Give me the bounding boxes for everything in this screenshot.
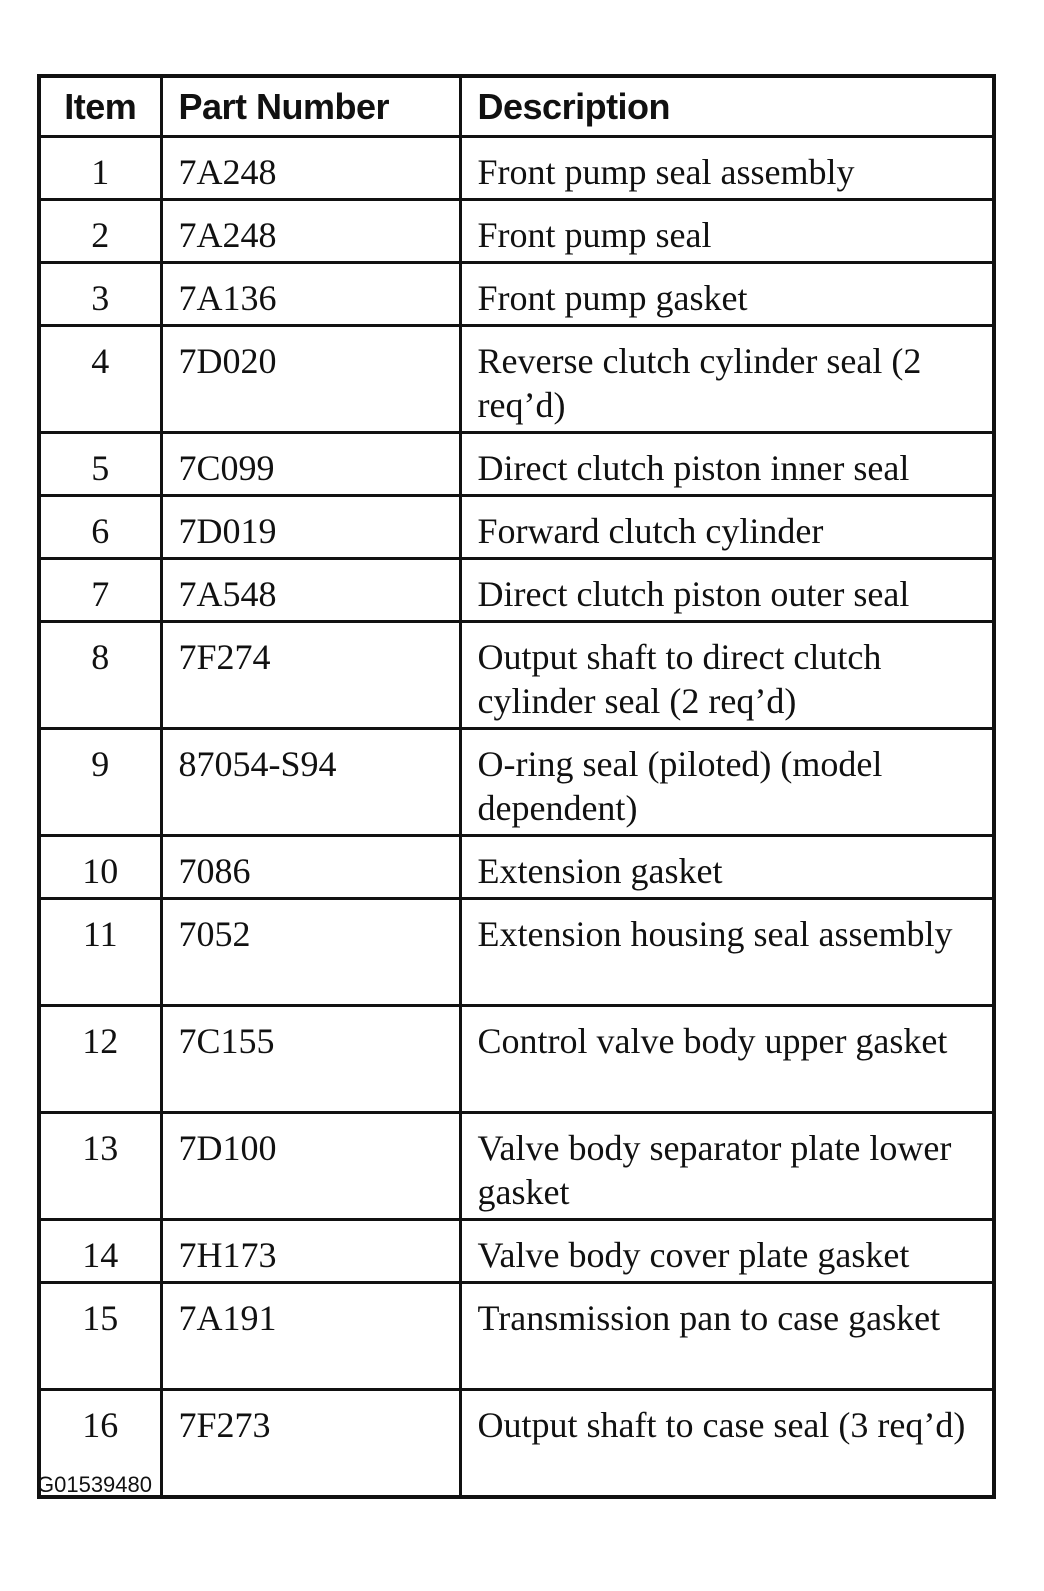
table-row bbox=[39, 1283, 994, 1390]
item-number: 6 bbox=[39, 496, 161, 559]
description: Forward clutch cylinder bbox=[460, 496, 994, 559]
table-row bbox=[39, 622, 994, 729]
description: Front pump seal bbox=[460, 200, 994, 263]
table-row bbox=[39, 1390, 994, 1498]
table-row bbox=[39, 1220, 994, 1283]
part-number: 7A191 bbox=[161, 1283, 460, 1390]
table-row bbox=[39, 433, 994, 496]
description: Output shaft to direct clutch cylinder seal (2 req’d) bbox=[460, 622, 994, 729]
part-number: 7A248 bbox=[161, 200, 460, 263]
item-number: 4 bbox=[39, 326, 161, 433]
table-row bbox=[39, 263, 994, 326]
item-number: 11 bbox=[39, 899, 161, 1006]
item-number: 7 bbox=[39, 559, 161, 622]
item-number: 9 bbox=[39, 729, 161, 836]
part-number: 7052 bbox=[161, 899, 460, 1006]
description: Extension housing seal assembly bbox=[460, 899, 994, 1006]
header-row bbox=[39, 76, 994, 137]
item-number: 10 bbox=[39, 836, 161, 899]
item-number: 2 bbox=[39, 200, 161, 263]
description: Control valve body upper gasket bbox=[460, 1006, 994, 1113]
item-number: 3 bbox=[39, 263, 161, 326]
description: Valve body separator plate lower gasket bbox=[460, 1113, 994, 1220]
part-number: 7D100 bbox=[161, 1113, 460, 1220]
item-number: 1 bbox=[39, 137, 161, 200]
item-number: 8 bbox=[39, 622, 161, 729]
description: Extension gasket bbox=[460, 836, 994, 899]
part-number: 7F274 bbox=[161, 622, 460, 729]
description: Output shaft to case seal (3 req’d) bbox=[460, 1390, 994, 1498]
parts-table bbox=[37, 74, 996, 1499]
part-number: 7A548 bbox=[161, 559, 460, 622]
part-number: 7D020 bbox=[161, 326, 460, 433]
part-number: 87054-S94 bbox=[161, 729, 460, 836]
table-row bbox=[39, 200, 994, 263]
table-row bbox=[39, 559, 994, 622]
table-row bbox=[39, 729, 994, 836]
part-number: 7C099 bbox=[161, 433, 460, 496]
description: Front pump seal assembly bbox=[460, 137, 994, 200]
description: Direct clutch piston outer seal bbox=[460, 559, 994, 622]
table-row bbox=[39, 137, 994, 200]
table-row bbox=[39, 836, 994, 899]
item-number: 13 bbox=[39, 1113, 161, 1220]
part-number: 7086 bbox=[161, 836, 460, 899]
part-number: 7C155 bbox=[161, 1006, 460, 1113]
part-number: 7A136 bbox=[161, 263, 460, 326]
table-row bbox=[39, 899, 994, 1006]
item-number: 14 bbox=[39, 1220, 161, 1283]
item-number: 5 bbox=[39, 433, 161, 496]
header-description: Description bbox=[460, 76, 994, 137]
item-number: 12 bbox=[39, 1006, 161, 1113]
figure-code: G01539480 bbox=[37, 1472, 152, 1497]
description: Reverse clutch cylinder seal (2 req’d) bbox=[460, 326, 994, 433]
part-number: 7H173 bbox=[161, 1220, 460, 1283]
header-item: Item bbox=[39, 76, 161, 137]
part-number: 7F273 bbox=[161, 1390, 460, 1498]
description: Front pump gasket bbox=[460, 263, 994, 326]
part-number: 7D019 bbox=[161, 496, 460, 559]
description: Valve body cover plate gasket bbox=[460, 1220, 994, 1283]
table-row bbox=[39, 1006, 994, 1113]
table-row bbox=[39, 326, 994, 433]
header-part-number: Part Number bbox=[161, 76, 460, 137]
description: Transmission pan to case gasket bbox=[460, 1283, 994, 1390]
description: Direct clutch piston inner seal bbox=[460, 433, 994, 496]
description: O-ring seal (piloted) (model dependent) bbox=[460, 729, 994, 836]
table-row bbox=[39, 1113, 994, 1220]
table-row bbox=[39, 496, 994, 559]
part-number: 7A248 bbox=[161, 137, 460, 200]
item-number: 15 bbox=[39, 1283, 161, 1390]
item-number: 16 bbox=[39, 1390, 161, 1498]
